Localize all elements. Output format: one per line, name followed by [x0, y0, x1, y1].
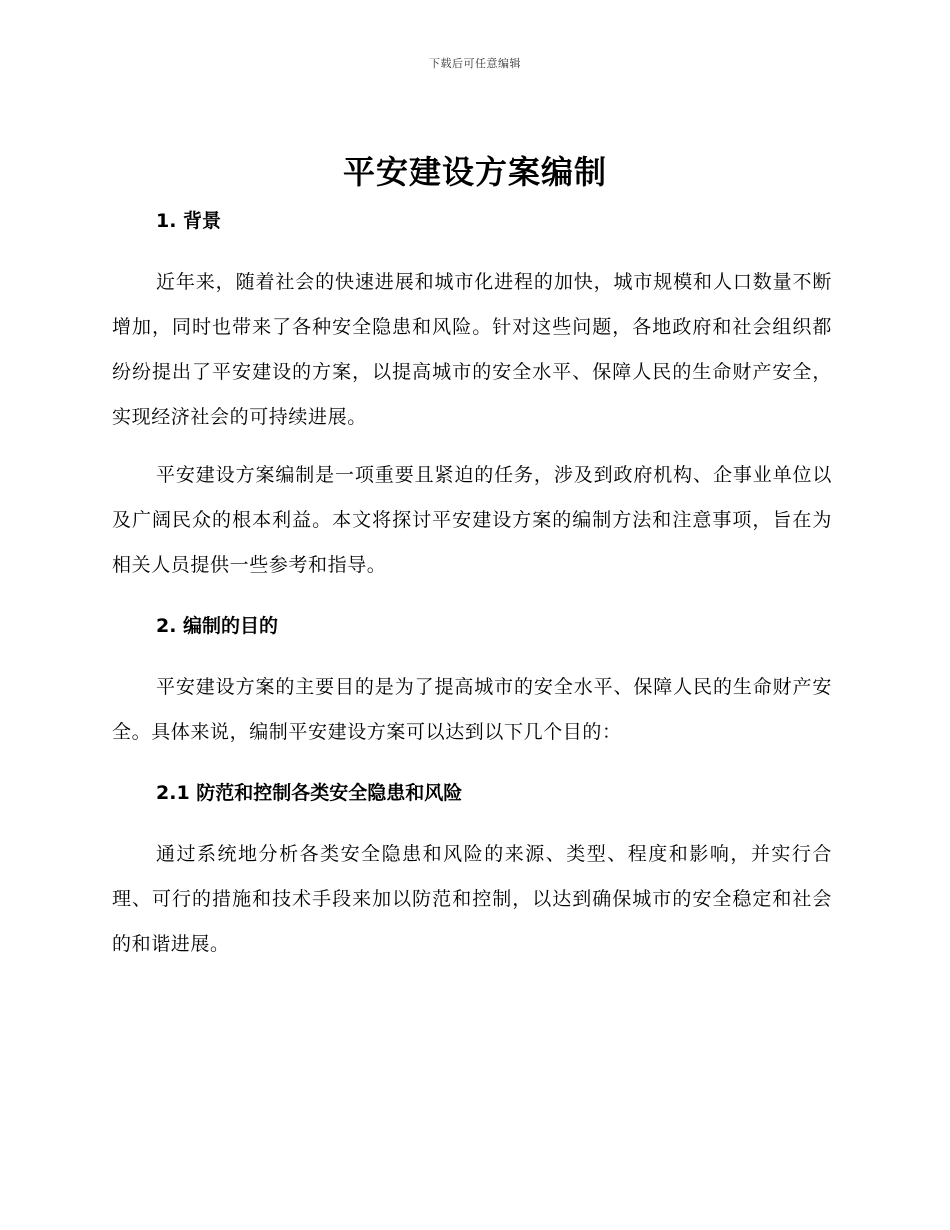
paragraph-background-2: 平安建设方案编制是一项重要且紧迫的任务，涉及到政府机构、企事业单位以及广阔民众的根本利益。本文将探讨平安建设方案的编制方法和注意事项，旨在为相关人员提供一些参考和指导。 — [112, 464, 832, 576]
section-heading-purpose: 2. 编制的目的 — [156, 615, 279, 637]
paragraph-purpose-1: 平安建设方案的主要目的是为了提高城市的安全水平、保障人民的生命财产安全。具体来说，编制平安建设方案可以达到以下几个目的： — [112, 676, 832, 743]
paragraph-prevention-1: 通过系统地分析各类安全隐患和风险的来源、类型、程度和影响，并实行合理、可行的措施和技术手段来加以防范和控制，以达到确保城市的安全稳定和社会的和谐进展。 — [112, 843, 832, 955]
subsection-heading-prevention: 2.1 防范和控制各类安全隐患和风险 — [156, 782, 463, 804]
section-heading-background: 1. 背景 — [156, 210, 222, 232]
paragraph-background-1: 近年来，随着社会的快速进展和城市化进程的加快，城市规模和人口数量不断增加，同时也带来了各种安全隐患和风险。针对这些问题，各地政府和社会组织都纷纷提出了平安建设的方案，以提高城市的安全水平、保障人民的生命财产安全，实现经济社会的可持续进展。 — [112, 271, 832, 428]
document-title: 平安建设方案编制 — [342, 153, 607, 191]
page-header: 下载后可任意编辑 — [429, 57, 521, 70]
document-body — [112, 203, 832, 967]
